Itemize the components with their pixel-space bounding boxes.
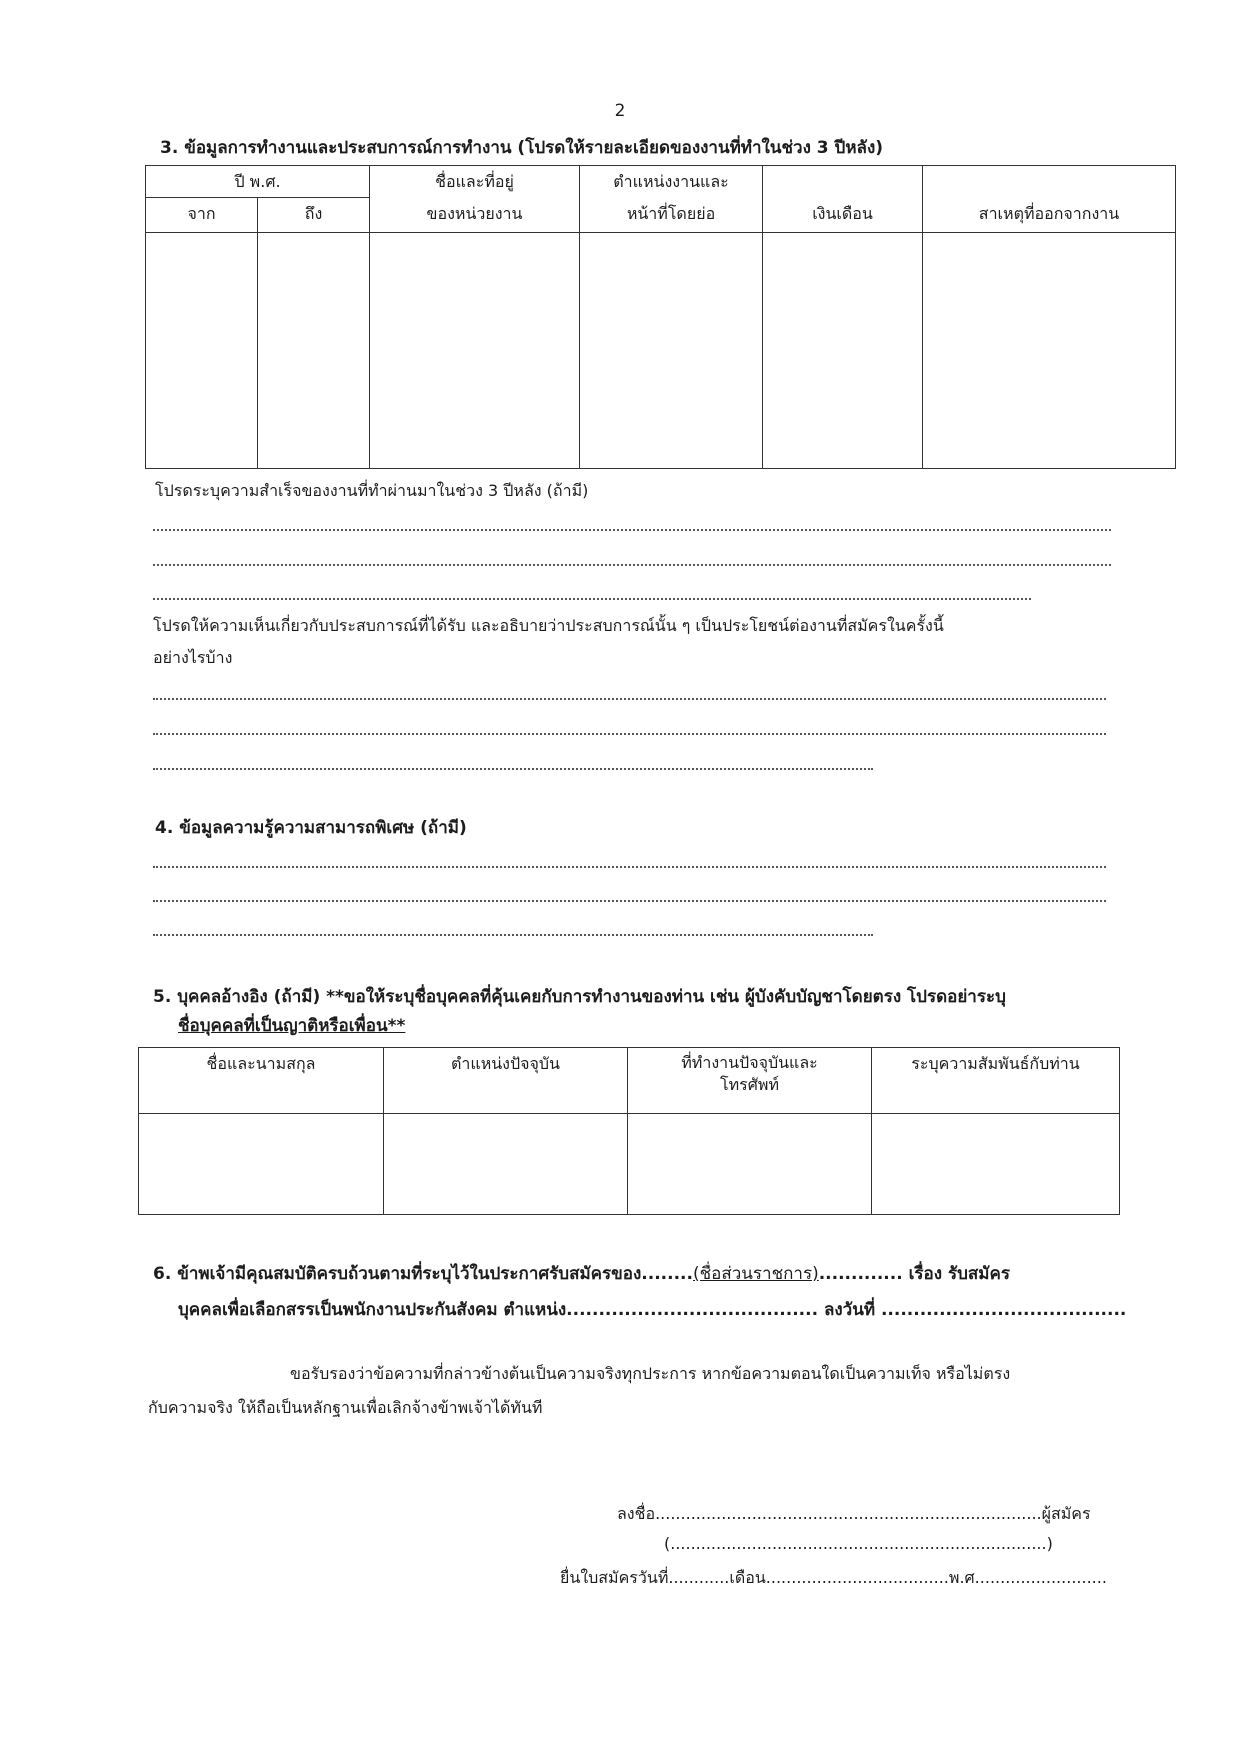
cell-name[interactable] [139, 1114, 384, 1215]
cell-reason[interactable] [923, 233, 1176, 469]
skills-line-2[interactable] [153, 900, 1106, 902]
cell-from[interactable] [146, 233, 258, 469]
section-5-title-line2: ชื่อบุคคลที่เป็นญาติหรือเพื่อน** [178, 1016, 406, 1036]
header-position-line1: ตำแหน่งงานและ [580, 166, 763, 198]
header-org-line1: ชื่อและที่อยู่ [370, 166, 580, 198]
page-number: 2 [614, 101, 626, 121]
signature-line[interactable]: ลงชื่อ............................................................................ผู้สมัคร [617, 1504, 1091, 1523]
skills-line-3[interactable] [153, 934, 873, 936]
achievements-line-1[interactable] [153, 529, 1111, 531]
header-salary: เงินเดือน [763, 198, 923, 233]
section-6-line1 [153, 1260, 1010, 1287]
section-4-title: 4. ข้อมูลความรู้ความสามารถพิเศษ (ถ้ามี) [155, 818, 467, 838]
header-name: ชื่อและนามสกุล [139, 1048, 384, 1114]
section-6-line1-start: 6. ข้าพเจ้ามีคุณสมบัติครบถ้วนตามที่ระบุไว้ในประกาศรับสมัครของ........ [153, 1264, 693, 1284]
cell-workplace[interactable] [628, 1114, 872, 1215]
header-org-line2: ของหน่วยงาน [370, 198, 580, 233]
header-relation: ระบุความสัมพันธ์กับท่าน [872, 1048, 1120, 1114]
cell-position[interactable] [580, 233, 763, 469]
header-workplace-line2: โทรศัพท์ [720, 1074, 779, 1094]
section-3-title: 3. ข้อมูลการทำงานและประสบการณ์การทำงาน (โปรดให้รายละเอียดของงานที่ทำในช่วง 3 ปีหลัง) [160, 138, 884, 158]
header-workplace [628, 1048, 872, 1114]
section-6-line2: บุคคลเพื่อเลือกสรรเป็นพนักงานประกันสังคม ตำแหน่ง....................................... ลงวันที่ ...................................... [178, 1300, 1127, 1320]
skills-line-1[interactable] [153, 866, 1106, 868]
cell-org[interactable] [370, 233, 580, 469]
header-reason: สาเหตุที่ออกจากงาน [923, 198, 1176, 233]
cell-to[interactable] [258, 233, 370, 469]
header-to: ถึง [258, 198, 370, 233]
opinion-prompt-line1: โปรดให้ความเห็นเกี่ยวกับประสบการณ์ที่ได้รับ และอธิบายว่าประสบการณ์นั้น ๆ เป็นประโยชน์ต่องานที่สมัครในครั้งนี้ [153, 616, 944, 635]
header-year: ปี พ.ศ. [146, 166, 370, 198]
printed-name-line[interactable]: (..........................................................................) [664, 1534, 1053, 1553]
table-row [146, 233, 1176, 469]
work-history-table [145, 165, 1176, 469]
header-workplace-line1: ที่ทำงานปัจจุบันและ [681, 1053, 818, 1072]
section-5-title-line1: 5. บุคคลอ้างอิง (ถ้ามี) **ขอให้ระบุชื่อบุคคลที่คุ้นเคยกับการทำงานของท่าน เช่น ผู้บังคับบัญชาโดยตรง โปรดอย่าระบุ [153, 987, 1006, 1007]
achievements-line-2[interactable] [153, 564, 1111, 566]
opinion-line-1[interactable] [153, 698, 1106, 700]
achievements-line-3[interactable] [153, 598, 1031, 600]
cell-salary[interactable] [763, 233, 923, 469]
achievements-prompt: โปรดระบุความสำเร็จของงานที่ทำผ่านมาในช่วง 3 ปีหลัง (ถ้ามี) [155, 481, 589, 500]
cell-current-position[interactable] [384, 1114, 628, 1215]
opinion-line-2[interactable] [153, 733, 1106, 735]
cell-relation[interactable] [872, 1114, 1120, 1215]
section-6-line1-end: ............. เรื่อง รับสมัคร [818, 1264, 1010, 1284]
certification-line2: กับความจริง ให้ถือเป็นหลักฐานเพื่อเลิกจ้างข้าพเจ้าได้ทันที [148, 1398, 543, 1417]
agency-name-field[interactable]: (ชื่อส่วนราชการ) [692, 1264, 819, 1284]
opinion-prompt-line2: อย่างไรบ้าง [153, 648, 233, 667]
submission-date-line[interactable]: ยื่นใบสมัครวันที่............เดือน....................................พ.ศ.......................... [560, 1568, 1107, 1587]
header-current-position: ตำแหน่งปัจจุบัน [384, 1048, 628, 1114]
opinion-line-3[interactable] [153, 768, 873, 770]
references-table [138, 1047, 1120, 1215]
certification-line1: ขอรับรองว่าข้อความที่กล่าวข้างต้นเป็นความจริงทุกประการ หากข้อความตอนใดเป็นความเท็จ หรือไม่ตรง [290, 1364, 1011, 1383]
header-from: จาก [146, 198, 258, 233]
table-row [139, 1114, 1120, 1215]
header-position-line2: หน้าที่โดยย่อ [580, 198, 763, 233]
